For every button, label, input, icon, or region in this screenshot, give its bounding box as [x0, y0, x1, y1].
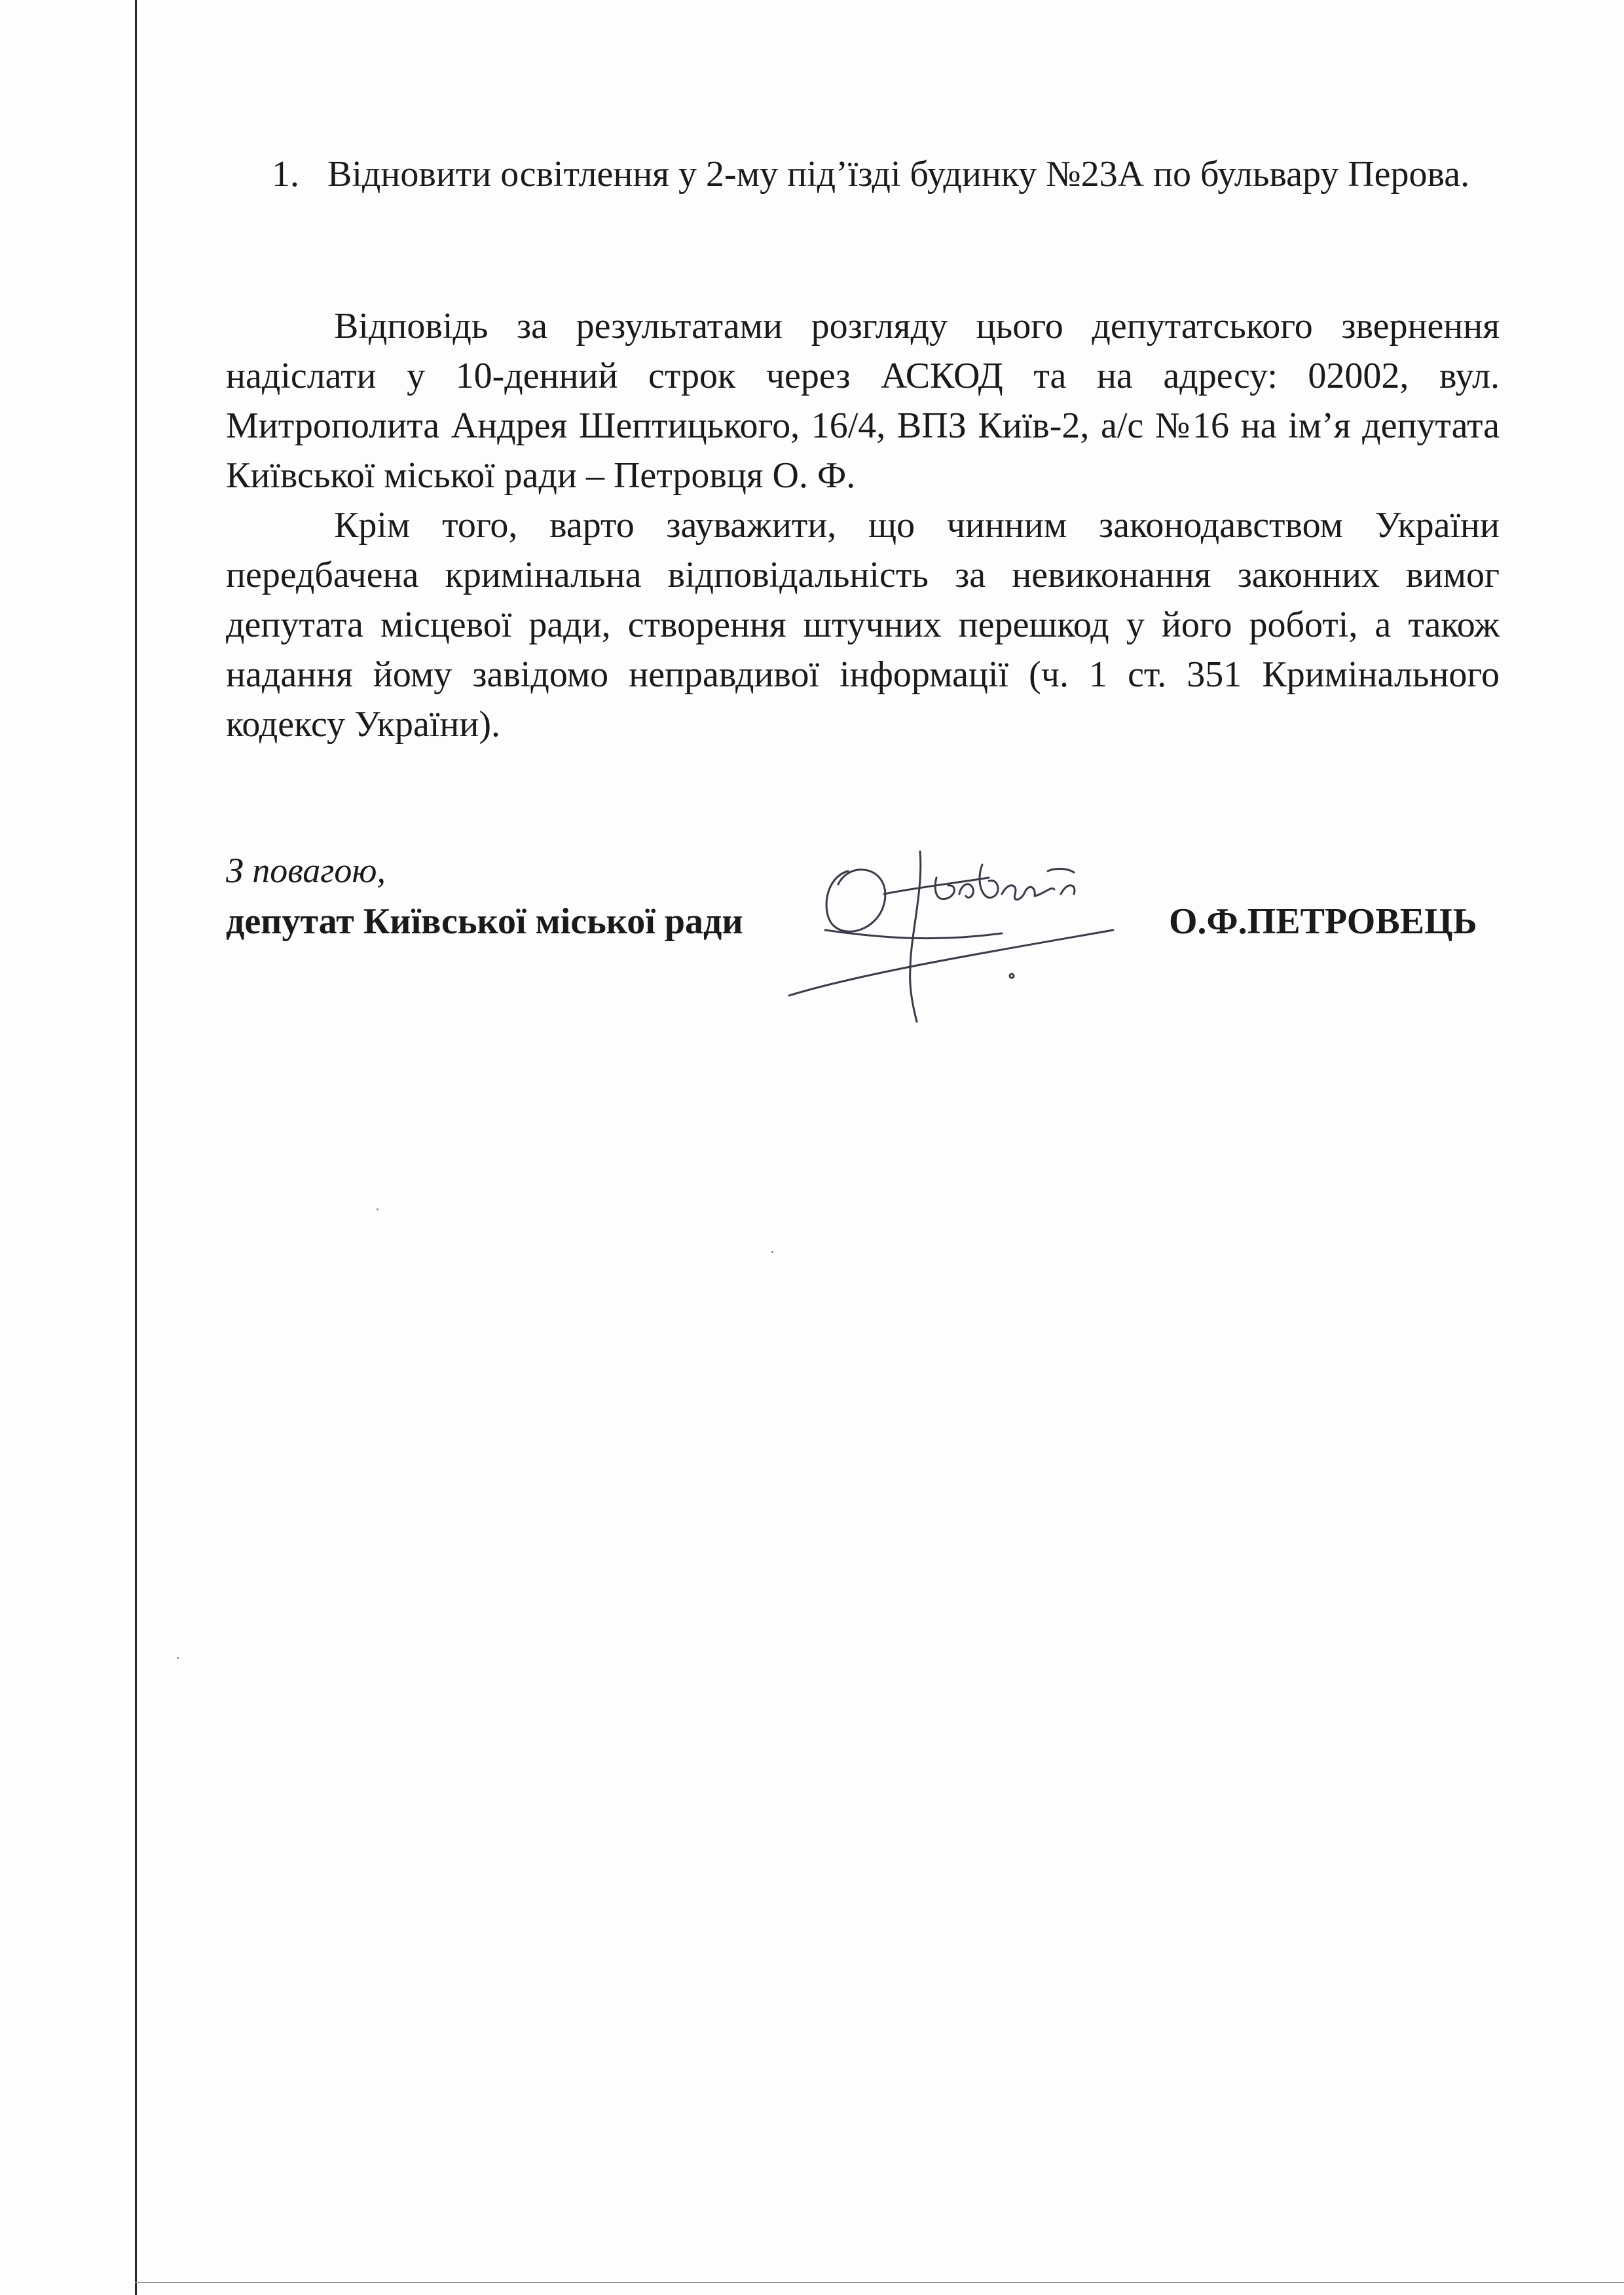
- reply-instructions-paragraph: [226, 301, 1500, 500]
- handwritten-signature: [786, 832, 1153, 1028]
- liability-text: Крім того, варто зауважити, що чинним законодавством України передбачена кримінальна відповідальність за невиконання законних вимог депутата місцевої ради, створення штучних перешкод у його роботі, а також надання йому завідомо неправдивої інформації (ч. 1 ст. 351 Кримінального кодексу України).: [226, 505, 1500, 745]
- bottom-edge-line: [135, 2282, 1624, 2283]
- list-item-text: Відновити освітлення у 2-му під’їзді будинку №23А по бульвару Перова.: [327, 154, 1470, 195]
- list-item-number: 1.: [272, 154, 299, 195]
- scan-speck: [771, 1251, 773, 1253]
- scan-speck: [177, 1657, 179, 1659]
- signer-position: депутат Київської міської ради: [226, 901, 743, 942]
- signer-name: О.Ф.ПЕТРОВЕЦЬ: [1169, 901, 1477, 942]
- closing-phrase: З повагою,: [226, 851, 386, 890]
- left-margin-line: [135, 0, 137, 2295]
- scan-speck: [377, 1208, 378, 1210]
- reply-instructions-text: Відповідь за результатами розгляду цього депутатського звернення надіслати у 10-денний строк через АСКОД та на адресу: 02002, вул. Митрополита Андрея Шептицького, 16/4, ВПЗ Київ-2, а/с №16 на ім’я депутата Київської міської ради – Петровця О. Ф.: [226, 306, 1500, 496]
- request-list-item: [226, 149, 1500, 199]
- liability-paragraph: [226, 500, 1500, 749]
